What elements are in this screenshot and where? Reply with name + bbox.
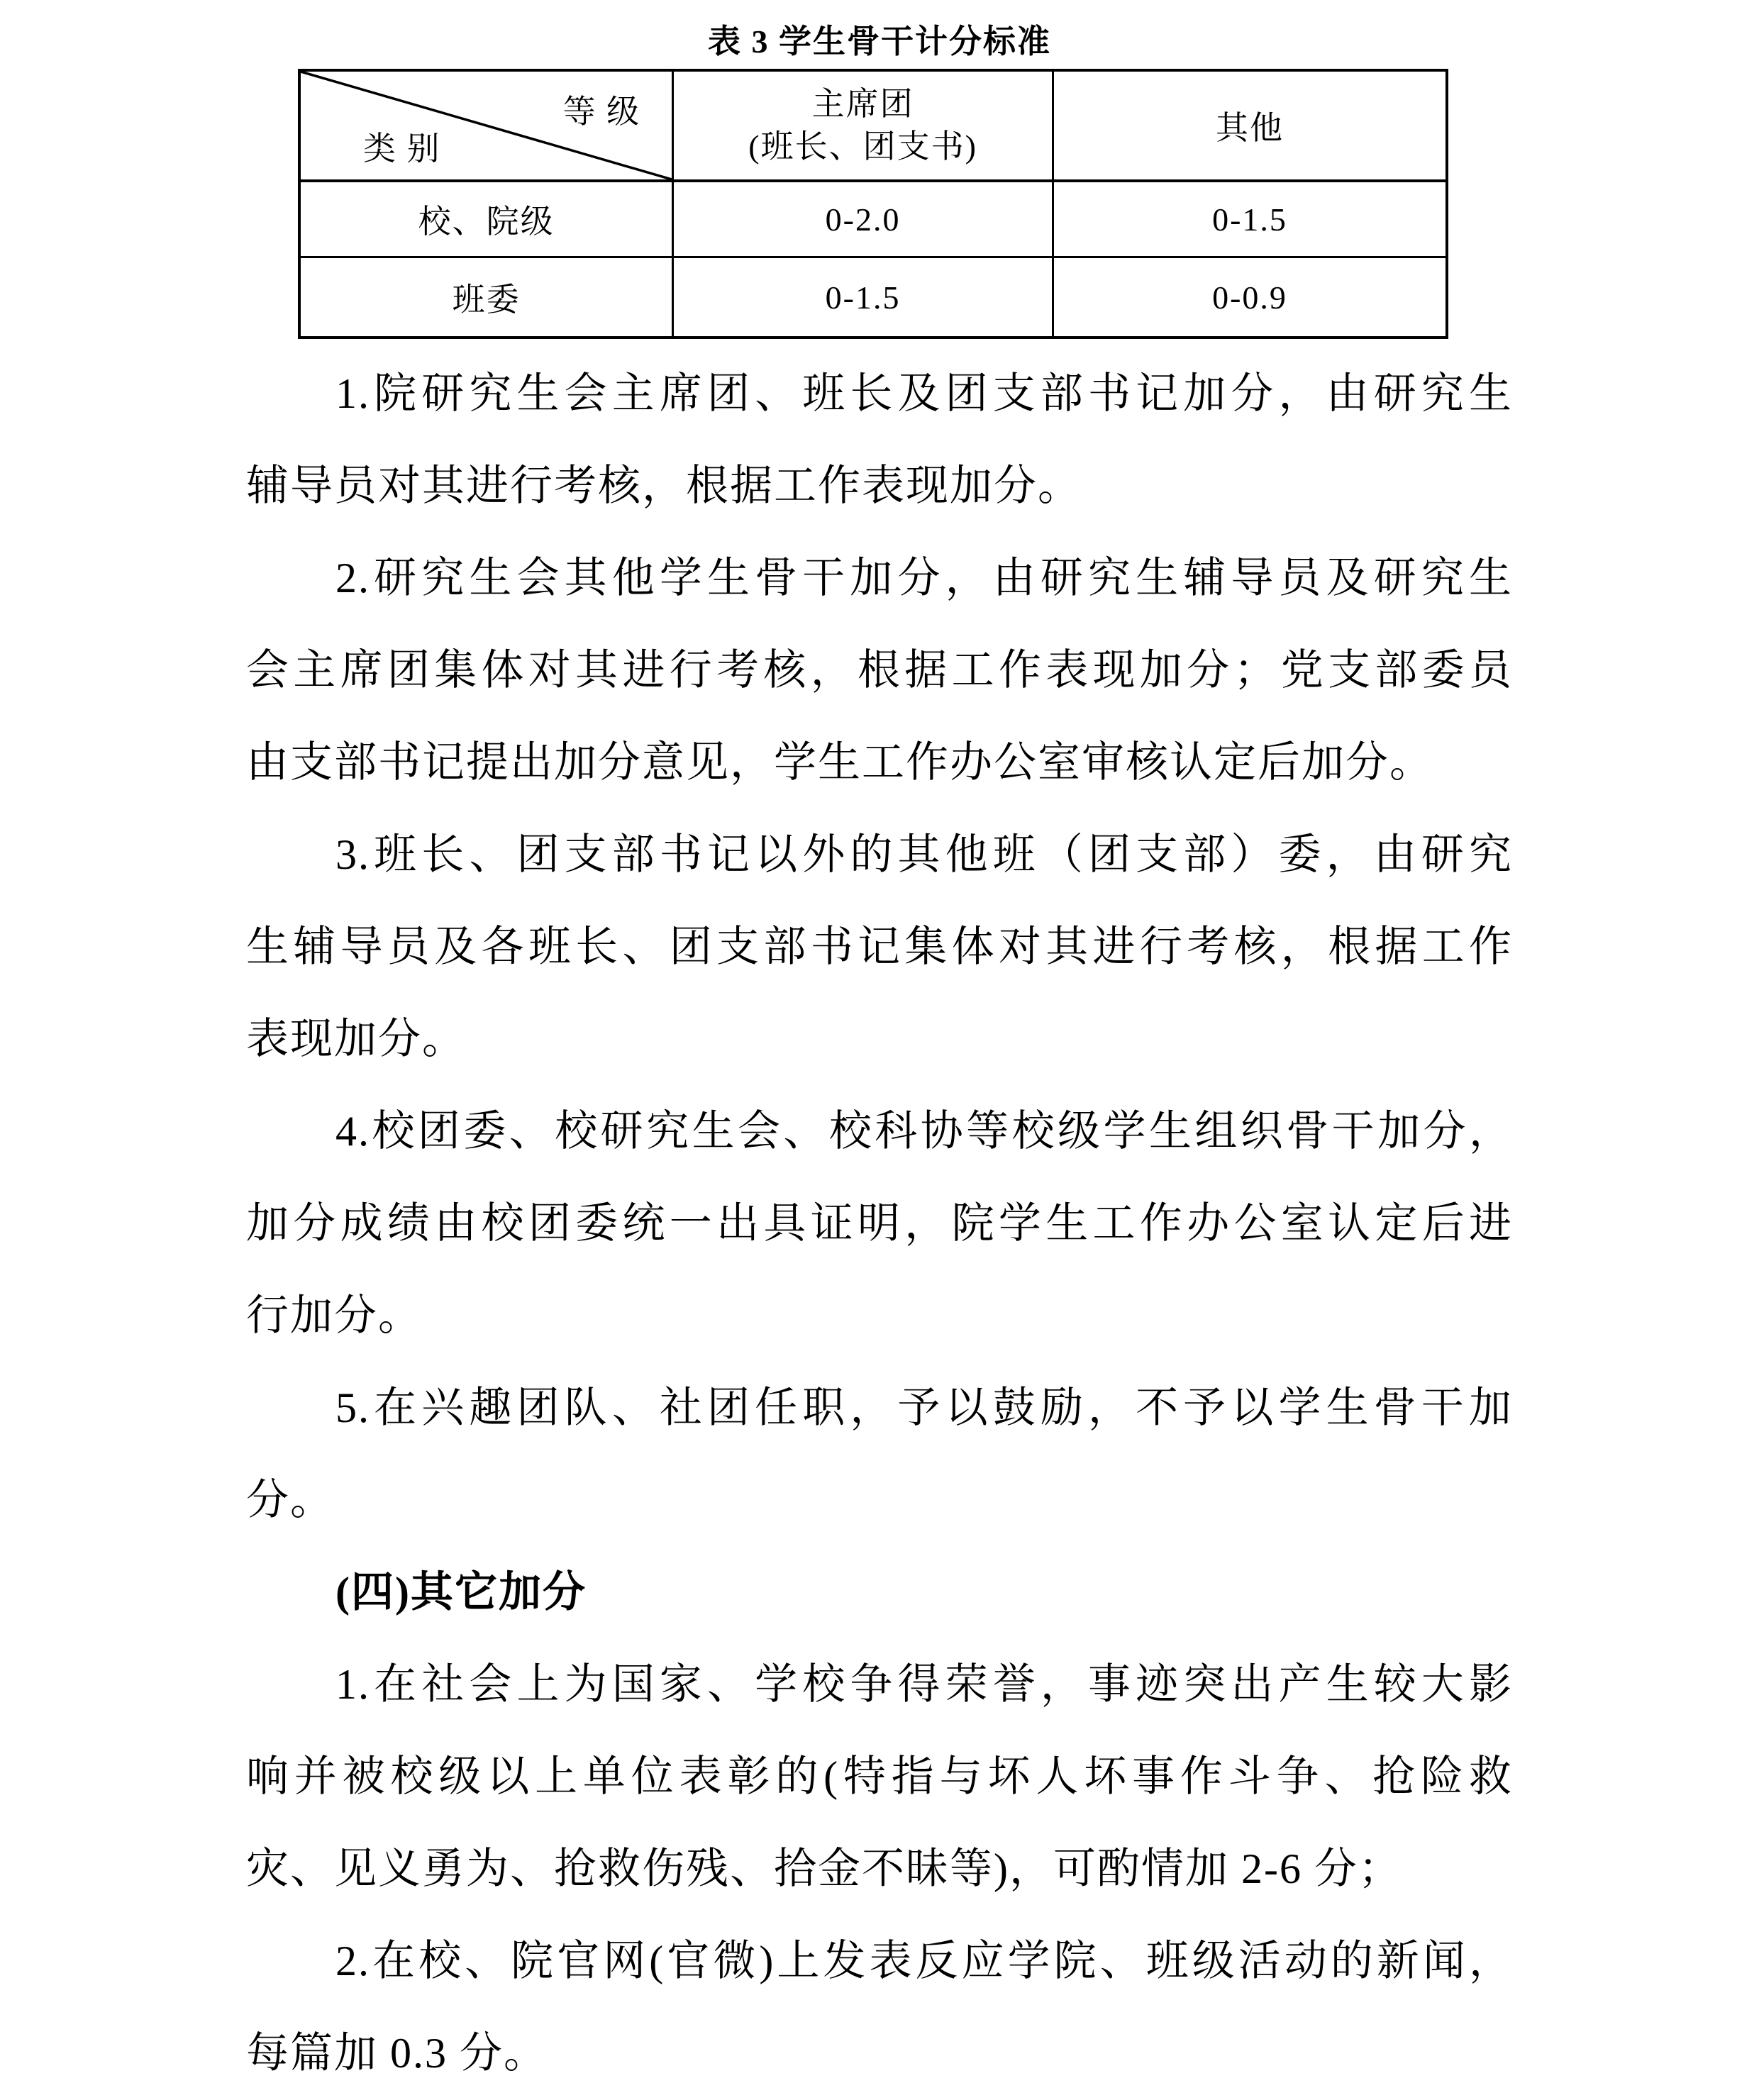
- para6-line2: 响并被校级以上单位表彰的(特指与坏人坏事作斗争、抢险救: [246, 1753, 1513, 1800]
- para7-line1: 2.在校、院官网(官微)上发表反应学院、班级活动的新闻，: [335, 1938, 1513, 1984]
- corner-label-grade: 等 级: [562, 94, 641, 130]
- para3-line3: 表现加分。: [246, 1016, 466, 1062]
- row-category: 班委: [301, 258, 674, 336]
- row-chairman-score: 0-1.5: [674, 258, 1054, 336]
- para2-line1: 2.研究生会其他学生骨干加分，由研究生辅导员及研究生: [335, 555, 1513, 601]
- para4-line3: 行加分。: [246, 1292, 422, 1339]
- para3-line2: 生辅导员及各班长、团支部书记集体对其进行考核，根据工作: [246, 923, 1513, 970]
- row-category: 校、院级: [301, 182, 674, 256]
- para1-line1: 1.院研究生会主席团、班长及团支部书记加分，由研究生: [335, 370, 1513, 417]
- para6-line3: 灾、见义勇为、抢救伤残、拾金不昧等)，可酌情加 2-6 分；: [246, 1845, 1402, 1892]
- row-other-score: 0-0.9: [1212, 279, 1287, 316]
- table-row: [301, 182, 1446, 258]
- row-other-score: 0-1.5: [1212, 201, 1287, 238]
- row-chairman-score: 0-2.0: [674, 182, 1054, 256]
- para2-line2: 会主席团集体对其进行考核，根据工作表现加分；党支部委员: [246, 647, 1513, 694]
- section-heading: (四)其它加分: [335, 1569, 587, 1616]
- para5-line1: 5.在兴趣团队、社团任职，予以鼓励，不予以学生骨干加: [335, 1384, 1513, 1431]
- corner-label-category: 类 别: [363, 130, 441, 167]
- header-other: 其他: [1216, 110, 1284, 146]
- header-chairman-line2: (班长、团支书): [748, 128, 977, 165]
- para3-line1: 3.班长、团支部书记以外的其他班（团支部）委，由研究: [335, 831, 1513, 878]
- score-table: [298, 69, 1448, 339]
- corner-cell: [301, 72, 674, 179]
- header-chairman: [674, 72, 1054, 179]
- table-title: 表 3 学生骨干计分标准: [708, 23, 1051, 60]
- para4-line1: 4.校团委、校研究生会、校科协等校级学生组织骨干加分，: [335, 1108, 1513, 1155]
- header-chairman-line1: 主席团: [811, 86, 914, 122]
- body-text: [246, 348, 1513, 2099]
- para1-line2: 辅导员对其进行考核，根据工作表现加分。: [246, 462, 1082, 509]
- para4-line2: 加分成绩由校团委统一出具证明，院学生工作办公室认定后进: [246, 1200, 1513, 1247]
- para2-line3: 由支部书记提出加分意见，学生工作办公室审核认定后加分。: [246, 739, 1433, 786]
- para6-line1: 1.在社会上为国家、学校争得荣誉，事迹突出产生较大影: [335, 1661, 1513, 1708]
- table-row: [301, 258, 1446, 336]
- para7-line2: 每篇加 0.3 分。: [246, 2030, 548, 2077]
- table-header-row: [301, 72, 1446, 182]
- para5-line2: 分。: [246, 1477, 334, 1523]
